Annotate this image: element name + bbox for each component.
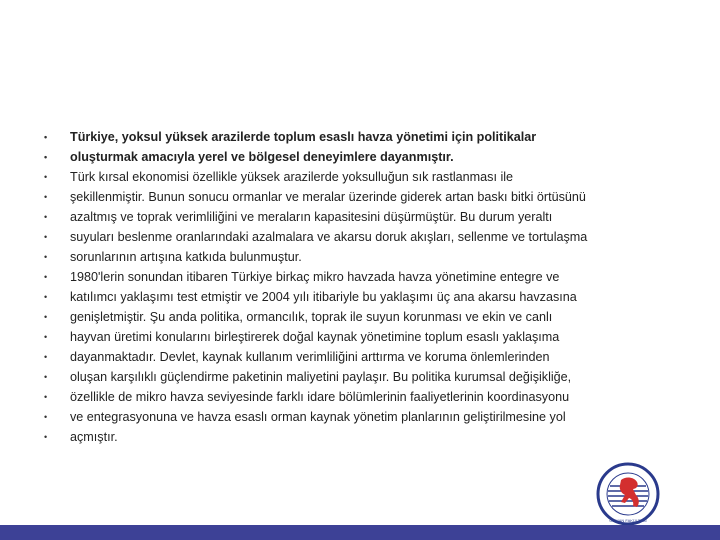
line-text: oluşturmak amacıyla yerel ve bölgesel deneyimlere dayanmıştır.	[70, 150, 454, 164]
bullet-icon: •	[44, 172, 48, 182]
bullet-icon: •	[44, 412, 48, 422]
bullet-icon: •	[44, 212, 48, 222]
text-line	[40, 187, 680, 207]
text-line	[40, 167, 680, 187]
text-line	[40, 347, 680, 367]
bullet-icon: •	[44, 432, 48, 442]
text-line	[40, 287, 680, 307]
bullet-icon: •	[44, 132, 48, 142]
text-line	[40, 327, 680, 347]
footer-bar	[0, 525, 720, 540]
bullet-icon: •	[44, 292, 48, 302]
text-line	[40, 127, 680, 147]
text-line	[40, 387, 680, 407]
university-seal-icon	[596, 462, 660, 526]
line-text: oluşan karşılıklı güçlendirme paketinin maliyetini paylaşır. Bu politika kurumsal değişikliğe,	[70, 370, 572, 384]
text-line	[40, 247, 680, 267]
text-line	[40, 427, 680, 447]
line-text: azaltmış ve toprak verimliliğini ve meraların kapasitesini düşürmüştür. Bu durum yeraltı	[70, 210, 553, 224]
line-text: açmıştır.	[70, 430, 118, 444]
text-line	[40, 227, 680, 247]
text-line	[40, 147, 680, 167]
text-line	[40, 207, 680, 227]
line-text: özellikle de mikro havza seviyesinde farklı idare bölümlerinin faaliyetlerinin koordinasyonu	[70, 390, 570, 404]
line-text: genişletmiştir. Şu anda politika, ormancılık, toprak ile suyun korunması ve ekin ve canlı	[70, 310, 553, 324]
line-text: Türk kırsal ekonomisi özellikle yüksek arazilerde yoksulluğun sık rastlanması ile	[70, 170, 514, 184]
bullet-icon: •	[44, 192, 48, 202]
bullet-icon: •	[44, 352, 48, 362]
line-text: şekillenmiştir. Bunun sonucu ormanlar ve meralar üzerinde giderek artan baskı bitki örtüsünü	[70, 190, 586, 204]
bullet-icon: •	[44, 272, 48, 282]
line-text: suyuları beslenme oranlarındaki azalmalara ve akarsu doruk akışları, sellenme ve tortulaşma	[70, 230, 588, 244]
bullet-icon: •	[44, 252, 48, 262]
seal-ring-text: ORMAN FAKÜLTESİ	[609, 518, 647, 523]
bullet-icon: •	[44, 312, 48, 322]
bullet-icon: •	[44, 232, 48, 242]
bullet-icon: •	[44, 372, 48, 382]
bullet-icon: •	[44, 392, 48, 402]
line-text: katılımcı yaklaşımı test etmiştir ve 2004 yılı itibariyle bu yaklaşımı üç ana akarsu havzasına	[70, 290, 577, 304]
text-line	[40, 307, 680, 327]
line-text: ve entegrasyonuna ve havza esaslı orman kaynak yönetim planlarının geliştirilmesine yol	[70, 410, 566, 424]
line-text: sorunlarının artışına katkıda bulunmuştur.	[70, 250, 302, 264]
text-line	[40, 407, 680, 427]
text-line	[40, 367, 680, 387]
line-text: 1980'lerin sonundan itibaren Türkiye birkaç mikro havzada havza yönetimine entegre ve	[70, 270, 560, 284]
line-text: Türkiye, yoksul yüksek arazilerde toplum esaslı havza yönetimi için politikalar	[70, 130, 537, 144]
bullet-icon: •	[44, 332, 48, 342]
bullet-icon: •	[44, 152, 48, 162]
text-line	[40, 267, 680, 287]
line-text: hayvan üretimi konularını birleştirerek doğal kaynak yönetimine toplum esaslı yaklaşıma	[70, 330, 560, 344]
slide-body-text	[40, 127, 680, 447]
line-text: dayanmaktadır. Devlet, kaynak kullanım verimliliğini arttırma ve koruma önlemlerinden	[70, 350, 550, 364]
